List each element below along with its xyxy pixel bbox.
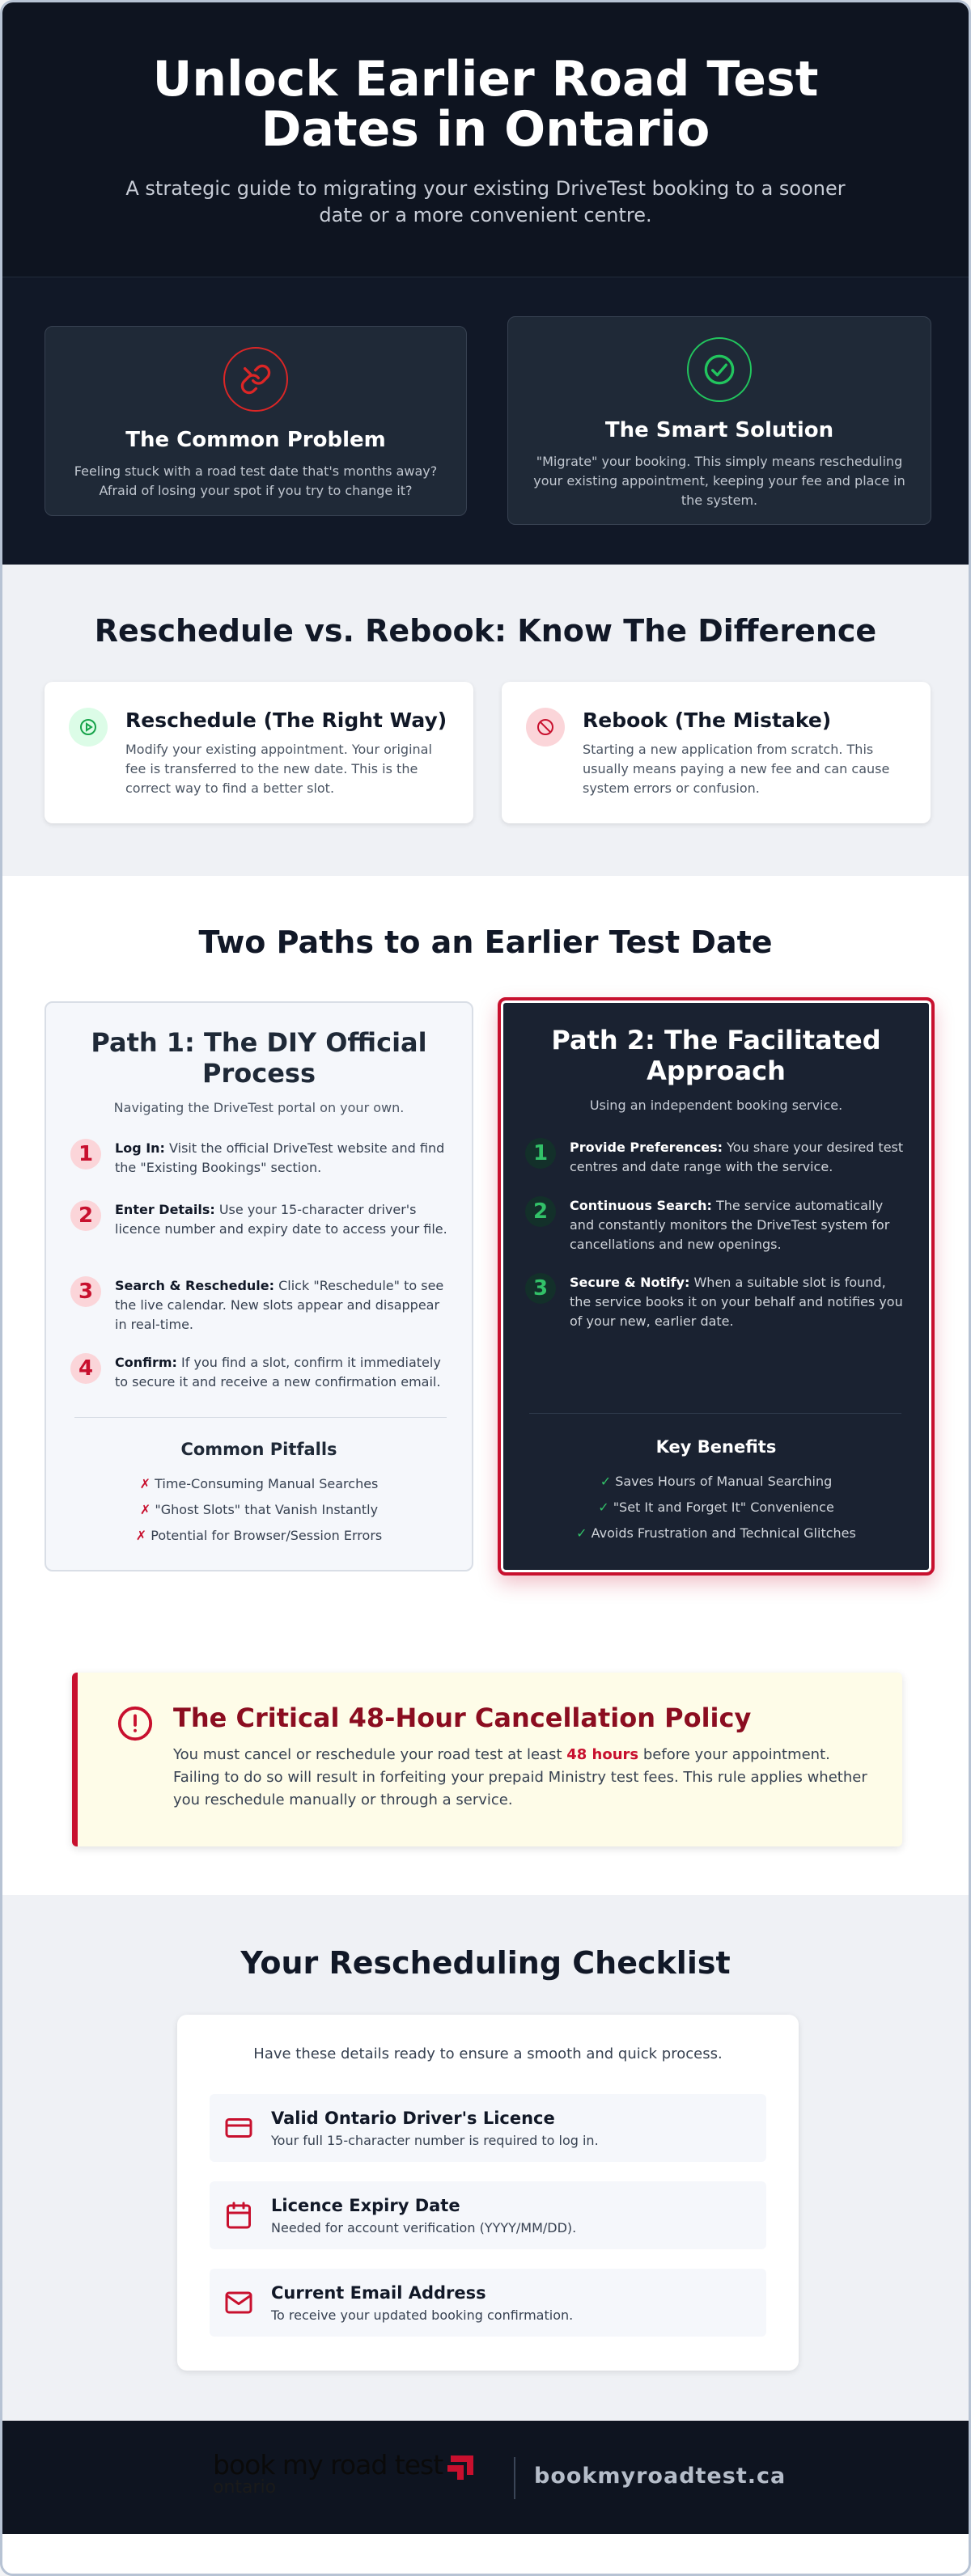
step-label: Search & Reschedule: xyxy=(115,1278,275,1293)
benefit-item: ✓ Saves Hours of Manual Searching xyxy=(600,1474,833,1489)
logo-arrow-icon xyxy=(446,2452,477,2480)
step-label: Secure & Notify: xyxy=(570,1275,690,1290)
check-icon: ✓ xyxy=(598,1499,613,1515)
difference-title: Reschedule vs. Rebook: Know The Difference xyxy=(94,613,877,649)
step-label: Confirm: xyxy=(115,1355,177,1370)
pitfall-item: ✗ Time-Consuming Manual Searches xyxy=(139,1476,379,1491)
step-number: 1 xyxy=(70,1139,101,1170)
pitfall-item: ✗ Potential for Browser/Session Errors xyxy=(135,1528,383,1543)
brand-logo[interactable] xyxy=(213,2449,477,2498)
rebook-card xyxy=(502,682,931,823)
x-icon: ✗ xyxy=(139,1502,155,1517)
facilitated-title: Path 2: The Facilitated Approach xyxy=(551,1025,881,1086)
problem-title: The Common Problem xyxy=(125,428,386,452)
alert-circle-icon xyxy=(117,1705,154,1745)
diy-path-card xyxy=(45,1001,473,1571)
hero-header xyxy=(2,2,969,277)
logo-subtitle: ontario xyxy=(213,2477,277,2498)
step-number: 3 xyxy=(70,1276,101,1307)
solution-card xyxy=(507,316,931,525)
check-icon: ✓ xyxy=(600,1474,616,1489)
checklist-item-title: Valid Ontario Driver's Licence xyxy=(271,2109,555,2128)
checklist-item-text: To receive your updated booking confirmation. xyxy=(271,2307,574,2323)
step-text: Click "Reschedule" to see the live calendar. New slots appear and disappear in real-time. xyxy=(115,1278,444,1332)
logo-name: book my road test xyxy=(213,2449,443,2481)
x-icon: ✗ xyxy=(139,1476,155,1491)
step-label: Log In: xyxy=(115,1140,165,1156)
benefit-item: ✓ Avoids Frustration and Technical Glitches xyxy=(576,1525,856,1541)
reschedule-title: Reschedule (The Right Way) xyxy=(125,709,447,732)
step-label: Continuous Search: xyxy=(570,1198,712,1213)
solution-text: "Migrate" your booking. This simply means rescheduling your existing appointment, keeping your fee and place in the system. xyxy=(533,454,905,508)
step-label: Enter Details: xyxy=(115,1202,215,1217)
reschedule-text: Modify your existing appointment. Your original fee is transferred to the new date. This is the correct way to find a better slot. xyxy=(125,742,432,796)
paths-title: Two Paths to an Earlier Test Date xyxy=(198,924,773,960)
divider xyxy=(74,1417,447,1418)
calendar-icon xyxy=(223,2201,255,2233)
step-text: Use your 15-character driver's licence number and expiry date to access your file. xyxy=(115,1202,447,1237)
checklist-section xyxy=(2,1895,969,2421)
link-icon xyxy=(223,347,288,412)
check-circle-icon xyxy=(687,337,752,402)
checklist-card xyxy=(177,2015,799,2371)
policy-text: You must cancel or reschedule your road test at least 48 hours before your appointment. Failing to do so will result in forfeiting your prepaid Ministry test fees. This rule applies whether you reschedule manually or through a service. xyxy=(173,1746,867,1808)
facilitated-subtitle: Using an independent booking service. xyxy=(589,1098,843,1113)
mail-icon xyxy=(223,2288,255,2320)
checklist-item-text: Your full 15-character number is required to log in. xyxy=(271,2133,599,2148)
diy-subtitle: Navigating the DriveTest portal on your own. xyxy=(113,1100,405,1115)
checklist-item-text: Needed for account verification (YYYY/MM/DD). xyxy=(271,2220,577,2235)
policy-title: The Critical 48-Hour Cancellation Policy xyxy=(173,1703,752,1733)
step-number: 2 xyxy=(70,1200,101,1231)
page-title: Unlock Earlier Road Test Dates in Ontario xyxy=(152,51,819,158)
step-text: Visit the official DriveTest website and find the "Existing Bookings" section. xyxy=(115,1140,445,1175)
difference-section xyxy=(2,565,969,876)
ban-icon xyxy=(526,708,565,747)
pitfall-item: ✗ "Ghost Slots" that Vanish Instantly xyxy=(139,1502,379,1517)
diy-title: Path 1: The DIY Official Process xyxy=(91,1027,427,1089)
step-number: 2 xyxy=(525,1196,556,1227)
solution-title: The Smart Solution xyxy=(604,418,834,442)
checklist-item xyxy=(210,2269,766,2337)
check-icon: ✓ xyxy=(576,1525,592,1541)
benefits-title: Key Benefits xyxy=(655,1437,777,1457)
step-label: Provide Preferences: xyxy=(570,1140,723,1155)
step-text: You share your desired test centres and date range with the service. xyxy=(570,1140,904,1174)
footer xyxy=(2,2421,969,2534)
step-number: 1 xyxy=(525,1138,556,1169)
cancellation-policy-callout xyxy=(72,1673,902,1846)
footer-divider xyxy=(514,2457,515,2499)
facilitated-path-card xyxy=(498,997,935,1576)
site-url-link[interactable]: bookmyroadtest.ca xyxy=(534,2464,787,2489)
checklist-item-title: Licence Expiry Date xyxy=(271,2196,460,2215)
x-icon: ✗ xyxy=(135,1528,151,1543)
step-number: 4 xyxy=(70,1353,101,1384)
step-number: 3 xyxy=(525,1273,556,1304)
checklist-item xyxy=(210,2181,766,2249)
policy-highlight: 48 hours xyxy=(566,1746,639,1763)
pitfalls-title: Common Pitfalls xyxy=(180,1440,337,1459)
rebook-text: Starting a new application from scratch. This usually means paying a new fee and can cause system errors or confusion. xyxy=(583,742,890,796)
rebook-title: Rebook (The Mistake) xyxy=(583,709,832,732)
reschedule-card xyxy=(45,682,473,823)
checklist-item-title: Current Email Address xyxy=(271,2283,486,2303)
page-subtitle: A strategic guide to migrating your existing DriveTest booking to a sooner date or a more convenient centre. xyxy=(125,177,846,226)
checklist-item xyxy=(210,2094,766,2162)
checklist-intro: Have these details ready to ensure a smooth and quick process. xyxy=(253,2045,723,2062)
step-text: When a suitable slot is found, the service books it on your behalf and notifies you of your new, earlier date. xyxy=(570,1275,903,1329)
problem-solution-section xyxy=(2,277,969,565)
step-text: The service automatically and constantly monitors the DriveTest system for cancellations and new openings. xyxy=(570,1198,890,1252)
problem-card xyxy=(45,326,467,516)
benefit-item: ✓ "Set It and Forget It" Convenience xyxy=(598,1499,834,1515)
checklist-title: Your Rescheduling Checklist xyxy=(240,1945,731,1981)
credit-card-icon xyxy=(223,2113,255,2146)
divider xyxy=(529,1413,901,1414)
problem-text: Feeling stuck with a road test date that's months away? Afraid of losing your spot if you try to change it? xyxy=(74,463,438,498)
step-text: If you find a slot, confirm it immediately to secure it and receive a new confirmation email. xyxy=(115,1355,441,1390)
play-circle-icon xyxy=(69,708,108,747)
